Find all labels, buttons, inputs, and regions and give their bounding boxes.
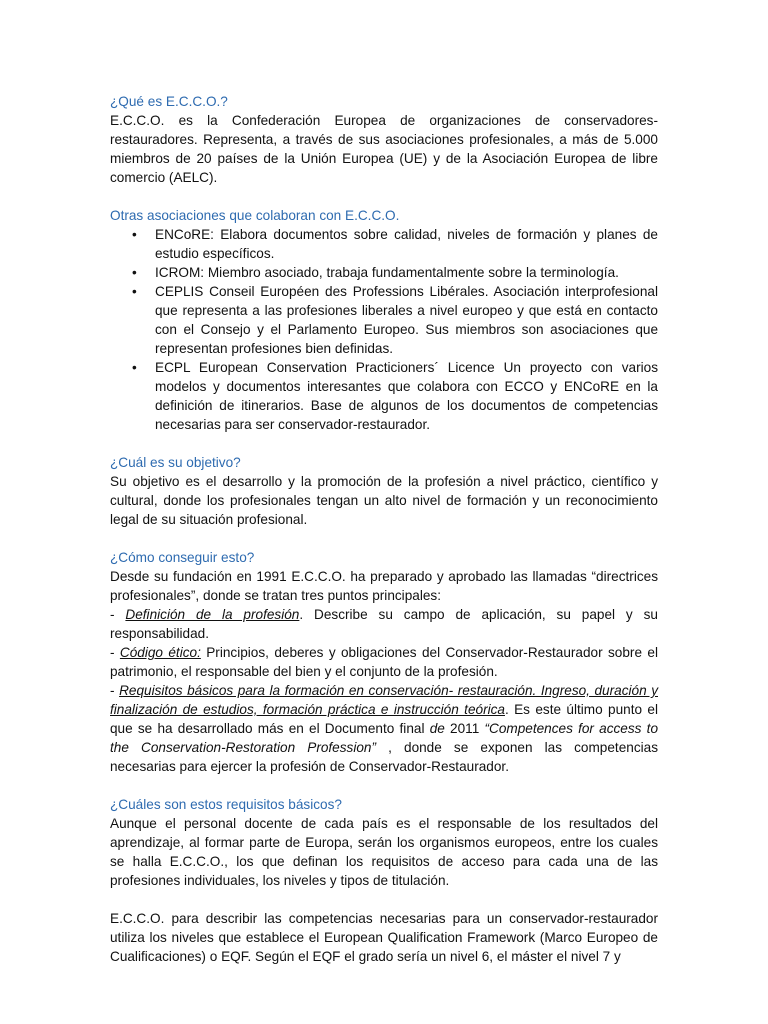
bullet-icon: • — [132, 265, 137, 280]
section-objective — [110, 453, 658, 529]
section-basic-requirements — [110, 795, 658, 966]
list-item: • ECPL European Conservation Practicioners´ Licence Un proyecto con varios modelos y documentos interesantes que colabora con ECCO y ENCoRE en la definición de itinerarios. Base de algunos de los documentos de competencias necesarias para ser conservador-restaurador. — [132, 360, 658, 432]
point-requirements: - Requisitos básicos para la formación en conservación- restauración. Ingreso, duración y finalización de estudios, formación práctica e instrucción teórica. Es este último punto el que se ha desarrollado más en el Documento final de 2011 “Competences for access to the Conservation-Restoration Profession” , donde se exponen las competencias necesarias para ejercer la profesión de Conservador-Restaurador. — [110, 683, 658, 774]
paragraph: Desde su fundación en 1991 E.C.C.O. ha preparado y aprobado las llamadas “directrices profesionales”, donde se tratan tres puntos principales: — [110, 569, 658, 603]
point-ethics: - Código ético: Principios, deberes y obligaciones del Conservador-Restaurador sobre el patrimonio, el responsable del bien y el conjunto de la profesión. — [110, 645, 658, 679]
section-heading: ¿Qué es E.C.C.O.? — [110, 94, 228, 109]
section-heading: ¿Cuál es su objetivo? — [110, 455, 241, 470]
list-item: • CEPLIS Conseil Européen des Professions Libérales. Asociación interprofesional que representa a las profesiones liberales a nivel europeo y que está en contacto con el Consejo y el Parlamento Europeo. Sus miembros son asociaciones que representan profesiones bien definidas. — [132, 284, 658, 356]
bullet-icon: • — [132, 227, 137, 242]
document-title: “Competences for access to the Conservation-Restoration Profession” — [110, 721, 658, 755]
term-requisitos: Requisitos básicos para la formación en conservación- restauración. Ingreso, duración y finalización de estudios, formación práctica e instrucción teórica — [110, 683, 658, 717]
bullet-icon: • — [132, 284, 137, 299]
paragraph: Aunque el personal docente de cada país es el responsable de los resultados del aprendizaje, al formar parte de Europa, serán los organismos europeos, entre los cuales se halla E.C.C.O., los que definan los requisitos de acceso para cada una de las profesiones individuales, los niveles y tipos de titulación. — [110, 816, 658, 888]
list-item: • ENCoRE: Elabora documentos sobre calidad, niveles de formación y planes de estudio específicos. — [132, 227, 658, 261]
section-heading: ¿Cuáles son estos requisitos básicos? — [110, 797, 342, 812]
section-heading: ¿Cómo conseguir esto? — [110, 550, 255, 565]
paragraph: Su objetivo es el desarrollo y la promoción de la profesión a nivel práctico, científico y cultural, donde los profesionales tengan un alto nivel de formación y un reconocimiento legal de su situación profesional. — [110, 474, 658, 527]
point-definition: - Definición de la profesión. Describe su campo de aplicación, su papel y su responsabilidad. — [110, 607, 658, 641]
section-heading: Otras asociaciones que colaboran con E.C.C.O. — [110, 208, 400, 223]
section-how-to-achieve — [110, 548, 658, 776]
paragraph: E.C.C.O. es la Confederación Europea de organizaciones de conservadores-restauradores. Representa, a través de sus asociaciones profesionales, a más de 5.000 miembros de 20 países de la Unión Europea (UE) y de la Asociación Europea de libre comercio (AELC). — [110, 113, 658, 185]
term-definicion: Definición de la profesión — [125, 607, 300, 622]
term-codigo-etico: Código ético: — [119, 645, 201, 660]
paragraph: E.C.C.O. para describir las competencias necesarias para un conservador-restaurador utiliza los niveles que establece el European Qualification Framework (Marco Europeo de Cualificaciones) o EQF. Según el EQF el grado sería un nivel 6, el máster el nivel 7 y — [110, 911, 658, 964]
bullet-icon: • — [132, 360, 137, 375]
associations-list — [110, 225, 658, 434]
section-what-is-ecco — [110, 92, 658, 187]
section-other-associations — [110, 206, 658, 434]
list-item: • ICROM: Miembro asociado, trabaja fundamentalmente sobre la terminología. — [132, 265, 619, 280]
